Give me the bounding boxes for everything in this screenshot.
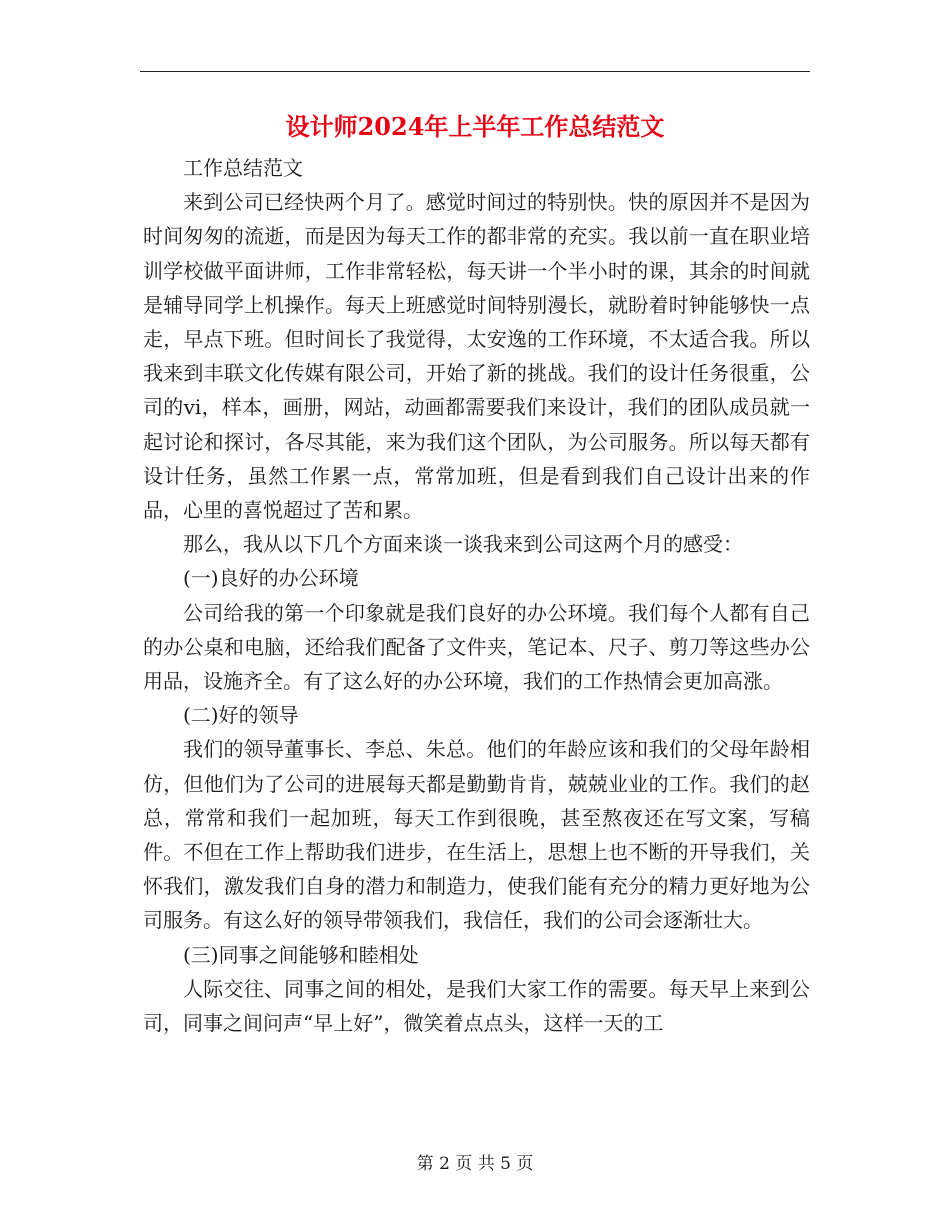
paragraph-leaders: 我们的领导董事长、李总、朱总。他们的年龄应该和我们的父母年龄相仿，但他们为了公司的进展每天都是勤勤肯肯，兢兢业业的工作。我们的赵总，常常和我们一起加班，每天工作到很晚，甚至熬夜还在写文案，写稿件。不但在工作上帮助我们进步，在生活上，思想上也不断的开导我们，关怀我们，激发我们自身的潜力和制造力，使我们能有充分的精力更好地为公司服务。有这么好的领导带领我们，我信任，我们的公司会逐渐壮大。 [143,737,810,933]
page-number [0,1152,950,1176]
section-heading-leaders: (二)好的领导 [183,703,299,728]
paragraph-office: 公司给我的第一个印象就是我们良好的办公环境。我们每个人都有自己的办公桌和电脑，还给我们配备了文件夹，笔记本、尺子、剪刀等这些办公用品，设施齐全。有了这么好的办公环境，我们的工作热情会更加高涨。 [143,600,810,694]
paragraph-heading: 工作总结范文 [183,156,303,180]
section-heading-office: (一)良好的办公环境 [183,566,359,591]
header-rule [140,71,810,72]
document-body [143,151,810,1040]
section-heading-colleagues: (三)同事之间能够和睦相处 [183,942,419,967]
paragraph-colleagues: 人际交往、同事之间的相处，是我们大家工作的需要。每天早上来到公司，同事之间问声“早上好”，微笑着点点头，这样一天的工 [143,976,810,1036]
paragraph-intro: 来到公司已经快两个月了。感觉时间过的特别快。快的原因并不是因为时间匆匆的流逝，而是因为每天工作的都非常的充实。我以前一直在职业培训学校做平面讲师，工作非常轻松，每天讲一个半小时的课，其余的时间就是辅导同学上机操作。每天上班感觉时间特别漫长，就盼着时钟能够快一点走，早点下班。但时间长了我觉得，太安逸的工作环境，不太适合我。所以我来到丰联文化传媒有限公司，开始了新的挑战。我们的设计任务很重，公司的vi，样本，画册，网站，动画都需要我们来设计，我们的团队成员就一起讨论和探讨，各尽其能，来为我们这个团队，为公司服务。所以每天都有设计任务，虽然工作累一点，常常加班，但是看到我们自己设计出来的作品，心里的喜悦超过了苦和累。 [143,190,810,523]
paragraph-transition: 那么，我从以下几个方面来谈一谈我来到公司这两个月的感受： [183,532,743,557]
page-number-label: 第 2 页 共 5 页 [416,1154,534,1174]
document-title: 设计师2024年上半年工作总结范文 [285,112,665,141]
